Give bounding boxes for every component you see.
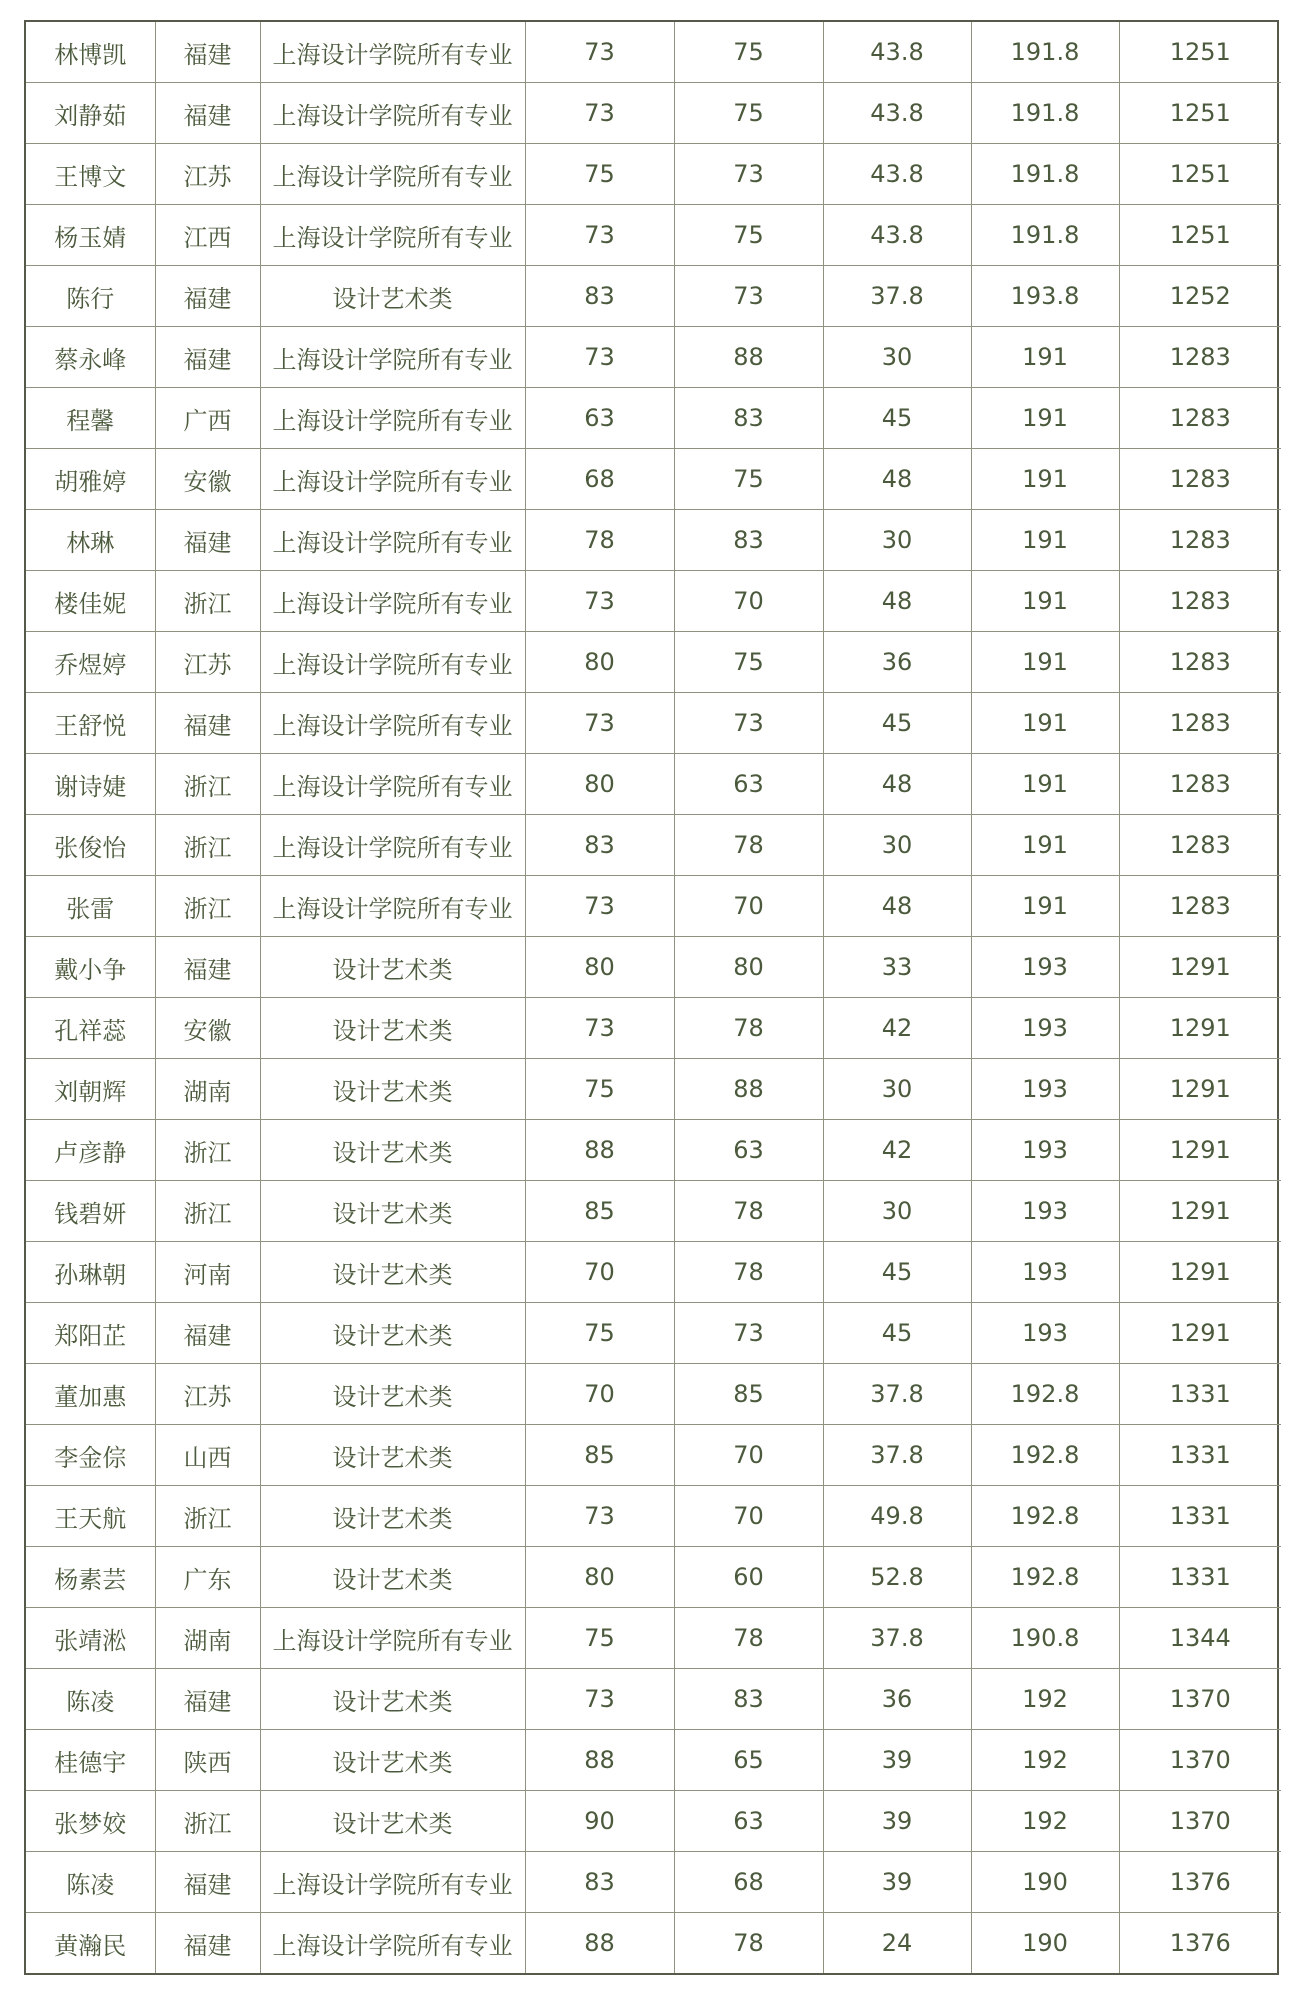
province-cell: 浙江 xyxy=(155,1120,260,1181)
province-cell: 安徽 xyxy=(155,998,260,1059)
rank-cell: 1283 xyxy=(1119,632,1281,693)
table-row xyxy=(26,1303,1281,1364)
province-cell: 福建 xyxy=(155,83,260,144)
major-cell: 设计艺术类 xyxy=(260,266,525,327)
rank-cell: 1283 xyxy=(1119,571,1281,632)
province-cell: 浙江 xyxy=(155,754,260,815)
score-1-cell: 88 xyxy=(525,1730,674,1791)
name-cell: 张靖淞 xyxy=(26,1608,155,1669)
table-row xyxy=(26,1486,1281,1547)
score-3-cell: 30 xyxy=(823,1059,971,1120)
name-cell: 陈凌 xyxy=(26,1669,155,1730)
name-cell: 刘静茹 xyxy=(26,83,155,144)
major-cell: 上海设计学院所有专业 xyxy=(260,510,525,571)
province-cell: 浙江 xyxy=(155,571,260,632)
name-cell: 杨素芸 xyxy=(26,1547,155,1608)
score-3-cell: 45 xyxy=(823,1303,971,1364)
major-cell: 上海设计学院所有专业 xyxy=(260,1608,525,1669)
score-3-cell: 48 xyxy=(823,571,971,632)
score-2-cell: 88 xyxy=(674,327,823,388)
total-score-cell: 190.8 xyxy=(971,1608,1119,1669)
major-cell: 上海设计学院所有专业 xyxy=(260,571,525,632)
major-cell: 上海设计学院所有专业 xyxy=(260,815,525,876)
score-3-cell: 43.8 xyxy=(823,144,971,205)
major-cell: 上海设计学院所有专业 xyxy=(260,754,525,815)
rank-cell: 1283 xyxy=(1119,327,1281,388)
score-1-cell: 73 xyxy=(525,83,674,144)
score-3-cell: 30 xyxy=(823,1181,971,1242)
major-cell: 上海设计学院所有专业 xyxy=(260,205,525,266)
province-cell: 福建 xyxy=(155,1852,260,1913)
rank-cell: 1251 xyxy=(1119,144,1281,205)
table-row xyxy=(26,1547,1281,1608)
score-2-cell: 73 xyxy=(674,1303,823,1364)
rank-cell: 1291 xyxy=(1119,1242,1281,1303)
score-2-cell: 83 xyxy=(674,1669,823,1730)
total-score-cell: 191 xyxy=(971,632,1119,693)
rank-cell: 1283 xyxy=(1119,510,1281,571)
rank-cell: 1370 xyxy=(1119,1669,1281,1730)
major-cell: 上海设计学院所有专业 xyxy=(260,388,525,449)
rank-cell: 1331 xyxy=(1119,1547,1281,1608)
total-score-cell: 191 xyxy=(971,449,1119,510)
table-row xyxy=(26,266,1281,327)
score-1-cell: 63 xyxy=(525,388,674,449)
score-3-cell: 42 xyxy=(823,998,971,1059)
table-row xyxy=(26,1425,1281,1486)
total-score-cell: 191 xyxy=(971,876,1119,937)
score-2-cell: 78 xyxy=(674,1181,823,1242)
score-3-cell: 39 xyxy=(823,1852,971,1913)
table-row xyxy=(26,1242,1281,1303)
name-cell: 董加惠 xyxy=(26,1364,155,1425)
score-1-cell: 70 xyxy=(525,1364,674,1425)
score-2-cell: 75 xyxy=(674,22,823,83)
total-score-cell: 192.8 xyxy=(971,1547,1119,1608)
province-cell: 福建 xyxy=(155,693,260,754)
score-2-cell: 75 xyxy=(674,205,823,266)
score-2-cell: 70 xyxy=(674,571,823,632)
score-3-cell: 37.8 xyxy=(823,1364,971,1425)
major-cell: 设计艺术类 xyxy=(260,1303,525,1364)
score-1-cell: 90 xyxy=(525,1791,674,1852)
major-cell: 上海设计学院所有专业 xyxy=(260,449,525,510)
table-row xyxy=(26,327,1281,388)
score-2-cell: 83 xyxy=(674,510,823,571)
table-row xyxy=(26,754,1281,815)
table-row xyxy=(26,510,1281,571)
name-cell: 杨玉婧 xyxy=(26,205,155,266)
rank-cell: 1283 xyxy=(1119,815,1281,876)
score-2-cell: 65 xyxy=(674,1730,823,1791)
name-cell: 楼佳妮 xyxy=(26,571,155,632)
province-cell: 浙江 xyxy=(155,1181,260,1242)
province-cell: 河南 xyxy=(155,1242,260,1303)
major-cell: 设计艺术类 xyxy=(260,998,525,1059)
score-2-cell: 78 xyxy=(674,1913,823,1974)
province-cell: 福建 xyxy=(155,22,260,83)
rank-cell: 1291 xyxy=(1119,1059,1281,1120)
name-cell: 乔煜婷 xyxy=(26,632,155,693)
name-cell: 钱碧妍 xyxy=(26,1181,155,1242)
score-3-cell: 30 xyxy=(823,815,971,876)
province-cell: 浙江 xyxy=(155,876,260,937)
province-cell: 福建 xyxy=(155,1913,260,1974)
table-row xyxy=(26,388,1281,449)
score-1-cell: 73 xyxy=(525,1486,674,1547)
name-cell: 孙琳朝 xyxy=(26,1242,155,1303)
name-cell: 蔡永峰 xyxy=(26,327,155,388)
score-1-cell: 68 xyxy=(525,449,674,510)
rank-cell: 1283 xyxy=(1119,449,1281,510)
rank-cell: 1251 xyxy=(1119,22,1281,83)
rank-cell: 1291 xyxy=(1119,1181,1281,1242)
major-cell: 上海设计学院所有专业 xyxy=(260,1913,525,1974)
name-cell: 林琳 xyxy=(26,510,155,571)
table-row xyxy=(26,449,1281,510)
province-cell: 浙江 xyxy=(155,815,260,876)
name-cell: 刘朝辉 xyxy=(26,1059,155,1120)
table-row xyxy=(26,1181,1281,1242)
score-2-cell: 63 xyxy=(674,754,823,815)
score-1-cell: 80 xyxy=(525,754,674,815)
major-cell: 上海设计学院所有专业 xyxy=(260,1852,525,1913)
score-1-cell: 83 xyxy=(525,266,674,327)
rank-cell: 1251 xyxy=(1119,83,1281,144)
total-score-cell: 191 xyxy=(971,510,1119,571)
major-cell: 设计艺术类 xyxy=(260,1547,525,1608)
score-3-cell: 42 xyxy=(823,1120,971,1181)
name-cell: 孔祥蕊 xyxy=(26,998,155,1059)
score-2-cell: 73 xyxy=(674,266,823,327)
score-1-cell: 75 xyxy=(525,1608,674,1669)
score-2-cell: 68 xyxy=(674,1852,823,1913)
total-score-cell: 192 xyxy=(971,1791,1119,1852)
province-cell: 福建 xyxy=(155,327,260,388)
total-score-cell: 191 xyxy=(971,693,1119,754)
name-cell: 卢彦静 xyxy=(26,1120,155,1181)
total-score-cell: 191 xyxy=(971,815,1119,876)
total-score-cell: 193.8 xyxy=(971,266,1119,327)
major-cell: 设计艺术类 xyxy=(260,1181,525,1242)
province-cell: 江苏 xyxy=(155,632,260,693)
name-cell: 张雷 xyxy=(26,876,155,937)
rank-cell: 1283 xyxy=(1119,693,1281,754)
province-cell: 浙江 xyxy=(155,1486,260,1547)
province-cell: 福建 xyxy=(155,266,260,327)
score-2-cell: 75 xyxy=(674,83,823,144)
score-1-cell: 88 xyxy=(525,1913,674,1974)
name-cell: 黄瀚民 xyxy=(26,1913,155,1974)
name-cell: 林博凯 xyxy=(26,22,155,83)
province-cell: 陕西 xyxy=(155,1730,260,1791)
province-cell: 湖南 xyxy=(155,1059,260,1120)
total-score-cell: 191.8 xyxy=(971,83,1119,144)
major-cell: 设计艺术类 xyxy=(260,1059,525,1120)
score-1-cell: 70 xyxy=(525,1242,674,1303)
score-1-cell: 73 xyxy=(525,998,674,1059)
score-1-cell: 85 xyxy=(525,1181,674,1242)
table-row xyxy=(26,571,1281,632)
total-score-cell: 190 xyxy=(971,1852,1119,1913)
major-cell: 上海设计学院所有专业 xyxy=(260,327,525,388)
score-2-cell: 75 xyxy=(674,449,823,510)
table-row xyxy=(26,1913,1281,1974)
total-score-cell: 193 xyxy=(971,1303,1119,1364)
province-cell: 福建 xyxy=(155,1303,260,1364)
table-row xyxy=(26,998,1281,1059)
table-row xyxy=(26,205,1281,266)
major-cell: 设计艺术类 xyxy=(260,1669,525,1730)
total-score-cell: 191.8 xyxy=(971,205,1119,266)
score-3-cell: 48 xyxy=(823,876,971,937)
major-cell: 设计艺术类 xyxy=(260,1120,525,1181)
total-score-cell: 191.8 xyxy=(971,144,1119,205)
score-1-cell: 88 xyxy=(525,1120,674,1181)
major-cell: 设计艺术类 xyxy=(260,937,525,998)
major-cell: 设计艺术类 xyxy=(260,1791,525,1852)
score-table-sheet xyxy=(24,20,1279,1975)
score-3-cell: 49.8 xyxy=(823,1486,971,1547)
province-cell: 广东 xyxy=(155,1547,260,1608)
rank-cell: 1376 xyxy=(1119,1852,1281,1913)
name-cell: 陈凌 xyxy=(26,1852,155,1913)
rank-cell: 1331 xyxy=(1119,1364,1281,1425)
table-row xyxy=(26,1852,1281,1913)
score-2-cell: 83 xyxy=(674,388,823,449)
rank-cell: 1291 xyxy=(1119,1303,1281,1364)
score-1-cell: 78 xyxy=(525,510,674,571)
score-3-cell: 36 xyxy=(823,1669,971,1730)
rank-cell: 1291 xyxy=(1119,998,1281,1059)
name-cell: 王天航 xyxy=(26,1486,155,1547)
score-3-cell: 24 xyxy=(823,1913,971,1974)
score-2-cell: 70 xyxy=(674,1486,823,1547)
total-score-cell: 191 xyxy=(971,754,1119,815)
score-3-cell: 33 xyxy=(823,937,971,998)
total-score-cell: 193 xyxy=(971,1120,1119,1181)
total-score-cell: 193 xyxy=(971,1181,1119,1242)
total-score-cell: 193 xyxy=(971,937,1119,998)
total-score-cell: 192.8 xyxy=(971,1364,1119,1425)
score-1-cell: 83 xyxy=(525,1852,674,1913)
table-row xyxy=(26,632,1281,693)
score-3-cell: 52.8 xyxy=(823,1547,971,1608)
major-cell: 设计艺术类 xyxy=(260,1242,525,1303)
score-1-cell: 75 xyxy=(525,144,674,205)
province-cell: 江西 xyxy=(155,205,260,266)
score-1-cell: 73 xyxy=(525,22,674,83)
province-cell: 安徽 xyxy=(155,449,260,510)
score-2-cell: 73 xyxy=(674,693,823,754)
total-score-cell: 191 xyxy=(971,388,1119,449)
total-score-cell: 192.8 xyxy=(971,1486,1119,1547)
name-cell: 王博文 xyxy=(26,144,155,205)
province-cell: 广西 xyxy=(155,388,260,449)
rank-cell: 1376 xyxy=(1119,1913,1281,1974)
score-3-cell: 37.8 xyxy=(823,1608,971,1669)
table-row xyxy=(26,1608,1281,1669)
province-cell: 湖南 xyxy=(155,1608,260,1669)
rank-cell: 1283 xyxy=(1119,388,1281,449)
rank-cell: 1291 xyxy=(1119,1120,1281,1181)
total-score-cell: 191 xyxy=(971,327,1119,388)
province-cell: 山西 xyxy=(155,1425,260,1486)
score-1-cell: 75 xyxy=(525,1059,674,1120)
score-2-cell: 88 xyxy=(674,1059,823,1120)
rank-cell: 1344 xyxy=(1119,1608,1281,1669)
score-3-cell: 45 xyxy=(823,693,971,754)
major-cell: 上海设计学院所有专业 xyxy=(260,876,525,937)
province-cell: 福建 xyxy=(155,1669,260,1730)
major-cell: 设计艺术类 xyxy=(260,1486,525,1547)
rank-cell: 1283 xyxy=(1119,754,1281,815)
score-table xyxy=(26,22,1281,1973)
name-cell: 陈行 xyxy=(26,266,155,327)
score-2-cell: 70 xyxy=(674,1425,823,1486)
total-score-cell: 193 xyxy=(971,998,1119,1059)
score-3-cell: 43.8 xyxy=(823,205,971,266)
major-cell: 上海设计学院所有专业 xyxy=(260,22,525,83)
name-cell: 桂德宇 xyxy=(26,1730,155,1791)
rank-cell: 1251 xyxy=(1119,205,1281,266)
major-cell: 上海设计学院所有专业 xyxy=(260,144,525,205)
table-row xyxy=(26,22,1281,83)
score-1-cell: 73 xyxy=(525,876,674,937)
rank-cell: 1331 xyxy=(1119,1425,1281,1486)
total-score-cell: 193 xyxy=(971,1059,1119,1120)
table-row xyxy=(26,1669,1281,1730)
score-2-cell: 63 xyxy=(674,1791,823,1852)
name-cell: 戴小争 xyxy=(26,937,155,998)
table-row xyxy=(26,693,1281,754)
total-score-cell: 192 xyxy=(971,1730,1119,1791)
major-cell: 上海设计学院所有专业 xyxy=(260,83,525,144)
name-cell: 张梦姣 xyxy=(26,1791,155,1852)
score-1-cell: 73 xyxy=(525,571,674,632)
name-cell: 张俊怡 xyxy=(26,815,155,876)
total-score-cell: 191.8 xyxy=(971,22,1119,83)
province-cell: 江苏 xyxy=(155,144,260,205)
score-3-cell: 30 xyxy=(823,327,971,388)
score-1-cell: 80 xyxy=(525,632,674,693)
name-cell: 程馨 xyxy=(26,388,155,449)
table-row xyxy=(26,876,1281,937)
rank-cell: 1252 xyxy=(1119,266,1281,327)
table-row xyxy=(26,1364,1281,1425)
table-row xyxy=(26,815,1281,876)
score-3-cell: 45 xyxy=(823,388,971,449)
rank-cell: 1291 xyxy=(1119,937,1281,998)
score-3-cell: 48 xyxy=(823,449,971,510)
score-3-cell: 36 xyxy=(823,632,971,693)
score-1-cell: 73 xyxy=(525,693,674,754)
rank-cell: 1370 xyxy=(1119,1791,1281,1852)
table-row xyxy=(26,83,1281,144)
score-2-cell: 75 xyxy=(674,632,823,693)
score-2-cell: 78 xyxy=(674,815,823,876)
score-1-cell: 80 xyxy=(525,937,674,998)
score-1-cell: 85 xyxy=(525,1425,674,1486)
major-cell: 设计艺术类 xyxy=(260,1425,525,1486)
name-cell: 谢诗婕 xyxy=(26,754,155,815)
score-3-cell: 37.8 xyxy=(823,266,971,327)
major-cell: 上海设计学院所有专业 xyxy=(260,632,525,693)
province-cell: 福建 xyxy=(155,510,260,571)
table-row xyxy=(26,937,1281,998)
score-2-cell: 70 xyxy=(674,876,823,937)
total-score-cell: 192.8 xyxy=(971,1425,1119,1486)
table-row xyxy=(26,1730,1281,1791)
total-score-cell: 193 xyxy=(971,1242,1119,1303)
total-score-cell: 190 xyxy=(971,1913,1119,1974)
total-score-cell: 191 xyxy=(971,571,1119,632)
score-3-cell: 39 xyxy=(823,1791,971,1852)
name-cell: 王舒悦 xyxy=(26,693,155,754)
score-1-cell: 73 xyxy=(525,205,674,266)
table-row xyxy=(26,144,1281,205)
score-2-cell: 78 xyxy=(674,998,823,1059)
province-cell: 江苏 xyxy=(155,1364,260,1425)
score-3-cell: 48 xyxy=(823,754,971,815)
table-row xyxy=(26,1059,1281,1120)
name-cell: 李金倧 xyxy=(26,1425,155,1486)
province-cell: 福建 xyxy=(155,937,260,998)
score-2-cell: 78 xyxy=(674,1608,823,1669)
table-row xyxy=(26,1120,1281,1181)
score-1-cell: 83 xyxy=(525,815,674,876)
score-3-cell: 37.8 xyxy=(823,1425,971,1486)
major-cell: 设计艺术类 xyxy=(260,1730,525,1791)
score-2-cell: 60 xyxy=(674,1547,823,1608)
score-3-cell: 39 xyxy=(823,1730,971,1791)
score-2-cell: 73 xyxy=(674,144,823,205)
table-row xyxy=(26,1791,1281,1852)
score-1-cell: 73 xyxy=(525,327,674,388)
score-1-cell: 75 xyxy=(525,1303,674,1364)
score-3-cell: 30 xyxy=(823,510,971,571)
name-cell: 胡雅婷 xyxy=(26,449,155,510)
score-3-cell: 43.8 xyxy=(823,22,971,83)
score-2-cell: 85 xyxy=(674,1364,823,1425)
major-cell: 设计艺术类 xyxy=(260,1364,525,1425)
rank-cell: 1331 xyxy=(1119,1486,1281,1547)
score-1-cell: 73 xyxy=(525,1669,674,1730)
name-cell: 郑阳芷 xyxy=(26,1303,155,1364)
score-2-cell: 80 xyxy=(674,937,823,998)
score-2-cell: 78 xyxy=(674,1242,823,1303)
score-table-body xyxy=(26,22,1281,1973)
rank-cell: 1283 xyxy=(1119,876,1281,937)
total-score-cell: 192 xyxy=(971,1669,1119,1730)
major-cell: 上海设计学院所有专业 xyxy=(260,693,525,754)
score-3-cell: 45 xyxy=(823,1242,971,1303)
score-3-cell: 43.8 xyxy=(823,83,971,144)
rank-cell: 1370 xyxy=(1119,1730,1281,1791)
score-2-cell: 63 xyxy=(674,1120,823,1181)
score-1-cell: 80 xyxy=(525,1547,674,1608)
province-cell: 浙江 xyxy=(155,1791,260,1852)
